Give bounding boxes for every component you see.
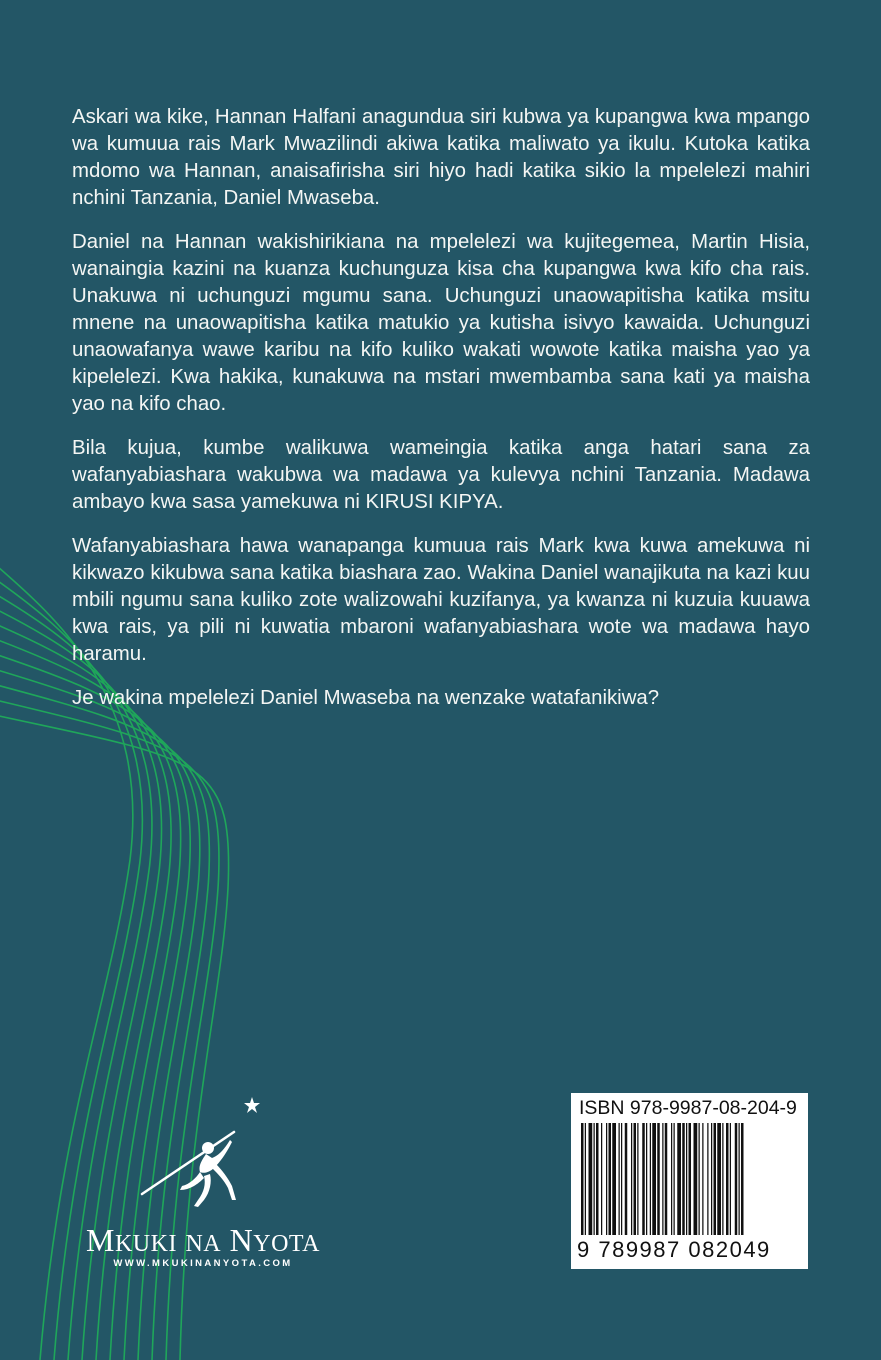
blurb-paragraph-3: Bila kujua, kumbe walikuwa wameingia katika anga hatari sana za wafanyabiashara wakubwa wa madawa ya kulevya nchini Tanzania. Madawa ambayo kwa sasa yamekuwa ni KIRUSI KIPYA. [72, 437, 810, 513]
isbn-barcode [571, 1093, 808, 1269]
barcode-bars [579, 1123, 801, 1235]
publisher-url: WWW.MKUKINANYOTA.COM [113, 1258, 293, 1269]
isbn-label: ISBN 978-9987-08-204-9 [579, 1097, 797, 1119]
blurb-paragraph-1: Askari wa kike, Hannan Halfani anagundua siri kubwa ya kupangwa kwa mpango wa kumuua rais Mark Mwazilindi akiwa katika maliwato ya ikulu. Kutoka katika mdomo wa Hannan, anaisafirisha siri hiyo hadi katika sikio la mpelelezi mahiri nchini Tanzania, Daniel Mwaseba. [72, 106, 810, 209]
blurb-paragraph-4: Wafanyabiashara hawa wanapanga kumuua rais Mark kwa kuwa amekuwa ni kikwazo kikubwa sana katika biashara zao. Wakina Daniel wanajikuta na kazi kuu mbili ngumu sana kuliko zote walizowahi kuzifanya, ya kwanza ni kuzuia kuuawa kwa rais, ya pili ni kuwatia mbaroni wafanyabiashara wote wa madawa hayo haramu. [72, 535, 810, 665]
publisher-name: MKUKI NA NYOTA [86, 1222, 320, 1258]
publisher-logo [62, 1092, 344, 1282]
blurb-paragraph-2: Daniel na Hannan wakishirikiana na mpelelezi wa kujitegemea, Martin Hisia, wanaingia kazini na kuanza kuchunguza kisa cha kupangwa kwa kifo cha rais. Unakuwa ni uchunguzi mgumu sana. Uchunguzi unaowapitisha katika msitu mnene na unaowapitisha katika matukio ya kutisha isivyo kawaida. Uchunguzi unaowafanya wawe karibu na kifo kuliko wakati wowote katika maisha yao ya kipelelezi. Kwa hakika, kunakuwa na mstari mwembamba sana kati ya maisha yao na kifo chao. [72, 231, 810, 415]
blurb-paragraph-5: Je wakina mpelelezi Daniel Mwaseba na wenzake watafanikiwa? [72, 687, 660, 709]
isbn-digits: 9 789987 082049 [577, 1237, 771, 1262]
javelin-thrower-star-icon [132, 1092, 272, 1214]
back-cover-blurb [72, 104, 810, 729]
